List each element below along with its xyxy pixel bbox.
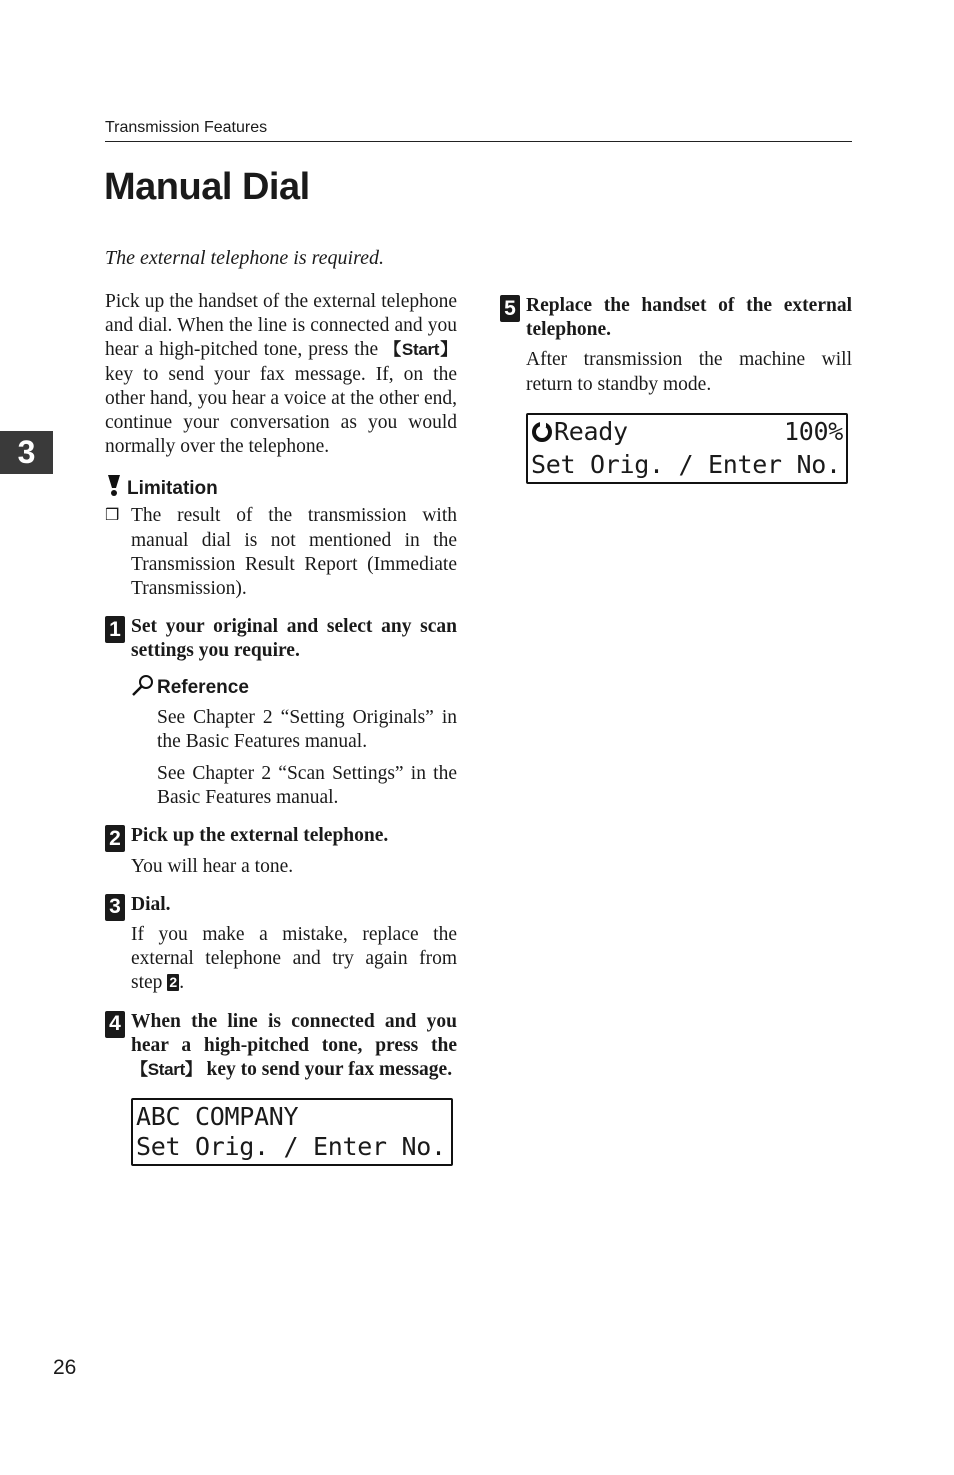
step-4-instr-b: key to send your fax message. (201, 1059, 453, 1081)
lcd-line-2: Set Orig. / Enter No. (531, 449, 841, 479)
lcd-display (526, 413, 848, 484)
lcd-percent: 100% (783, 416, 843, 446)
intro-text-b: key to send your fax message. If, on the other hand, you hear a voice at the other end, continue your conversation as you would normally over the telephone. (105, 363, 457, 458)
step-number-2: 2 (105, 825, 125, 852)
right-column (500, 294, 852, 484)
intro-text-a: Pick up the handset of the external telephone and dial. When the line is connected and you hear a high-pitched tone, press the (105, 291, 457, 361)
step-3-description (131, 923, 457, 996)
reference-text-1: See Chapter 2 “Setting Originals” in the Basic Features manual. (157, 706, 457, 752)
limitation-heading (105, 474, 457, 504)
step-2-instruction: Pick up the external telephone. (131, 825, 389, 847)
running-header: Transmission Features (105, 119, 268, 136)
ready-circle-icon (531, 420, 553, 450)
step-2-description: You will hear a tone. (131, 855, 294, 877)
step-1 (105, 615, 457, 810)
limitation-text: The result of the transmission with manual dial is not mentioned in the Transmission Result Report (Immediate Transmission). (131, 505, 457, 600)
intro-paragraph (105, 290, 457, 459)
lcd-line-2: Set Orig. / Enter No. (136, 1132, 446, 1162)
step-1-instruction: Set your original and select any scan settings you require. (131, 616, 457, 662)
exclamation-icon (105, 474, 127, 504)
step-number-3: 3 (105, 894, 125, 921)
page-title: Manual Dial (104, 166, 310, 208)
reference-label: Reference (157, 676, 249, 698)
limitation-item (105, 504, 457, 601)
step-number-5: 5 (500, 295, 520, 322)
start-key-label: 【Start】 (131, 1060, 202, 1080)
chapter-tab: 3 (0, 431, 53, 474)
step-number-1: 1 (105, 616, 125, 643)
step-3 (105, 893, 457, 996)
step-3-desc-b: . (179, 972, 185, 994)
step-ref-2-icon: 2 (167, 974, 179, 991)
reference-block (131, 674, 457, 811)
lcd-status-text: Ready (554, 416, 628, 446)
step-5 (500, 294, 852, 484)
step-5-instruction: Replace the handset of the external telephone. (526, 295, 852, 341)
step-number-4: 4 (105, 1011, 125, 1038)
limitation-label: Limitation (127, 478, 218, 500)
lcd-status (531, 417, 628, 450)
step-4-instruction (131, 1010, 457, 1083)
reference-text-2: See Chapter 2 “Scan Settings” in the Basic Features manual. (157, 763, 457, 809)
left-column (105, 290, 457, 1166)
magnifier-icon (131, 674, 157, 702)
checkbox-icon: ❒ (105, 507, 120, 525)
lcd-display (131, 1098, 453, 1166)
reference-heading (131, 674, 457, 702)
page-number: 26 (53, 1356, 77, 1379)
step-3-desc-a: If you make a mistake, replace the external telephone and try again from step (131, 924, 457, 994)
header-rule (105, 141, 852, 142)
step-4 (105, 1010, 457, 1167)
lcd-line-1: ABC COMPANY (136, 1102, 299, 1132)
page-subtitle: The external telephone is required. (105, 247, 385, 269)
step-4-instr-a: When the line is connected and you hear a high-pitched tone, press the (131, 1010, 457, 1056)
step-3-instruction: Dial. (131, 893, 171, 915)
step-2 (105, 824, 457, 878)
lcd-line-1 (531, 417, 843, 450)
start-key-label: 【Start】 (384, 340, 457, 360)
step-5-description: After transmission the machine will return to standby mode. (526, 349, 852, 395)
